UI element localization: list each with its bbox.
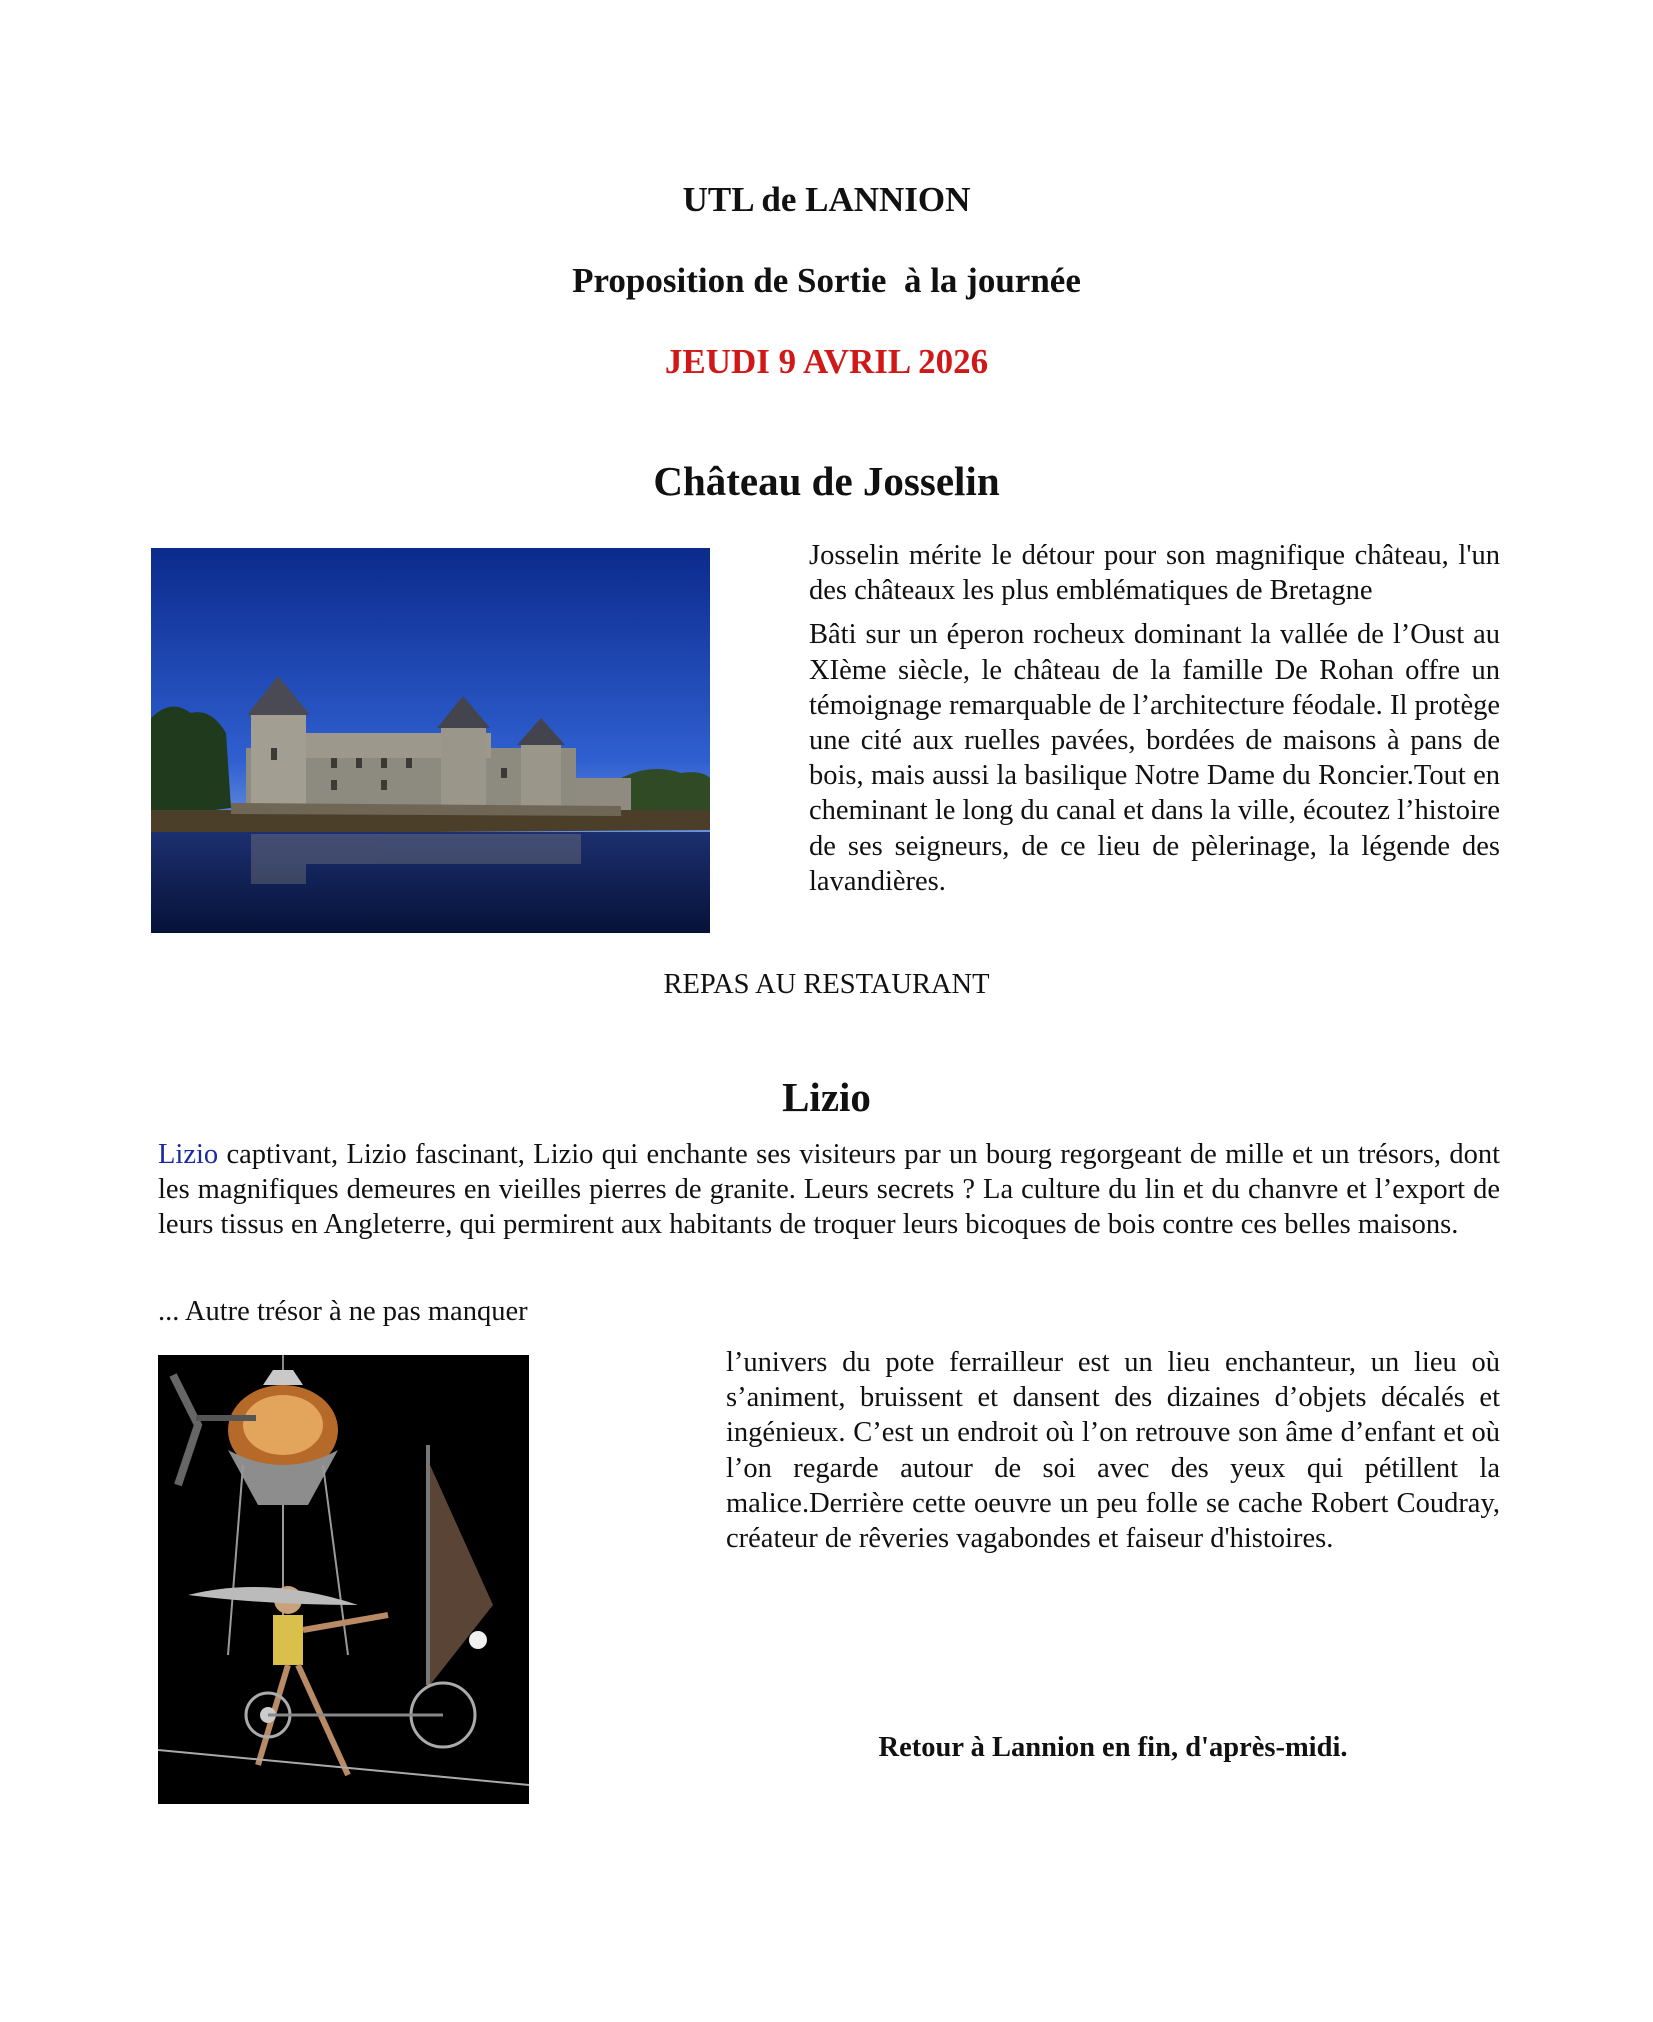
lizio-intro-paragraph <box>158 1137 1500 1243</box>
outing-subtitle-text: Proposition de Sortie à la journée <box>572 261 1081 300</box>
sculpture-photo <box>158 1355 529 1804</box>
castle-photo <box>151 548 710 933</box>
sculpture-paragraph: l’univers du pote ferrailleur est un lieu enchanteur, un lieu où s’animent, bruissent et dansent des dizaines d’objets décalés et ingénieux. C’est un endroit où l’on retrouve son âme d’enfant et où l’on regarde autour de soi avec des yeux qui pétillent la malice.Derrière cette oeuvre un peu folle se cache Robert Coudray, créateur de rêveries vagabondes et faiseur d'histoires. <box>726 1347 1500 1555</box>
section-heading-lizio: Lizio <box>782 1074 871 1120</box>
section-heading-josselin: Château de Josselin <box>653 458 1000 504</box>
outing-subtitle <box>0 261 1653 301</box>
lizio-intro <box>158 1137 1500 1252</box>
return-note: Retour à Lannion en fin, d'après-midi. <box>878 1732 1348 1763</box>
meal-note: REPAS AU RESTAURANT <box>663 969 990 1000</box>
lizio-teaser: ... Autre trésor à ne pas manquer <box>158 1296 528 1327</box>
sculpture-description <box>726 1345 1500 1565</box>
josselin-paragraph: Bâti sur un éperon rocheux dominant la vallée de l’Oust au XIème siècle, le château de la famille De Rohan offre un témoignage remarquable de l’architecture féodale. Il protège une cité aux ruelles pavées, bordées de maisons à pans de bois, mais aussi la basilique Notre Dame du Roncier.Tout en cheminant le long du canal et dans la ville, écoutez l’histoire de ses seigneurs, de ce lieu de pèlerinage, la légende des lavandières. <box>809 619 1500 897</box>
outing-date: JEUDI 9 AVRIL 2026 <box>664 342 989 381</box>
lizio-intro-text: captivant, Lizio fascinant, Lizio qui enchante ses visiteurs par un bourg regorgeant de mille et un trésors, dont les magnifiques demeures en vieilles pierres de granite. Leurs secrets ? La culture du lin et du chanvre et l’export de leurs tissus en Angleterre, qui permirent aux habitants de troquer leurs bicoques de bois contre ces belles maisons. <box>158 1139 1500 1241</box>
josselin-description <box>809 538 1500 908</box>
org-title: UTL de LANNION <box>682 180 971 219</box>
lizio-link[interactable]: Lizio <box>158 1139 219 1170</box>
josselin-paragraph: Josselin mérite le détour pour son magnifique château, l'un des châteaux les plus emblématiques de Bretagne <box>809 540 1500 607</box>
